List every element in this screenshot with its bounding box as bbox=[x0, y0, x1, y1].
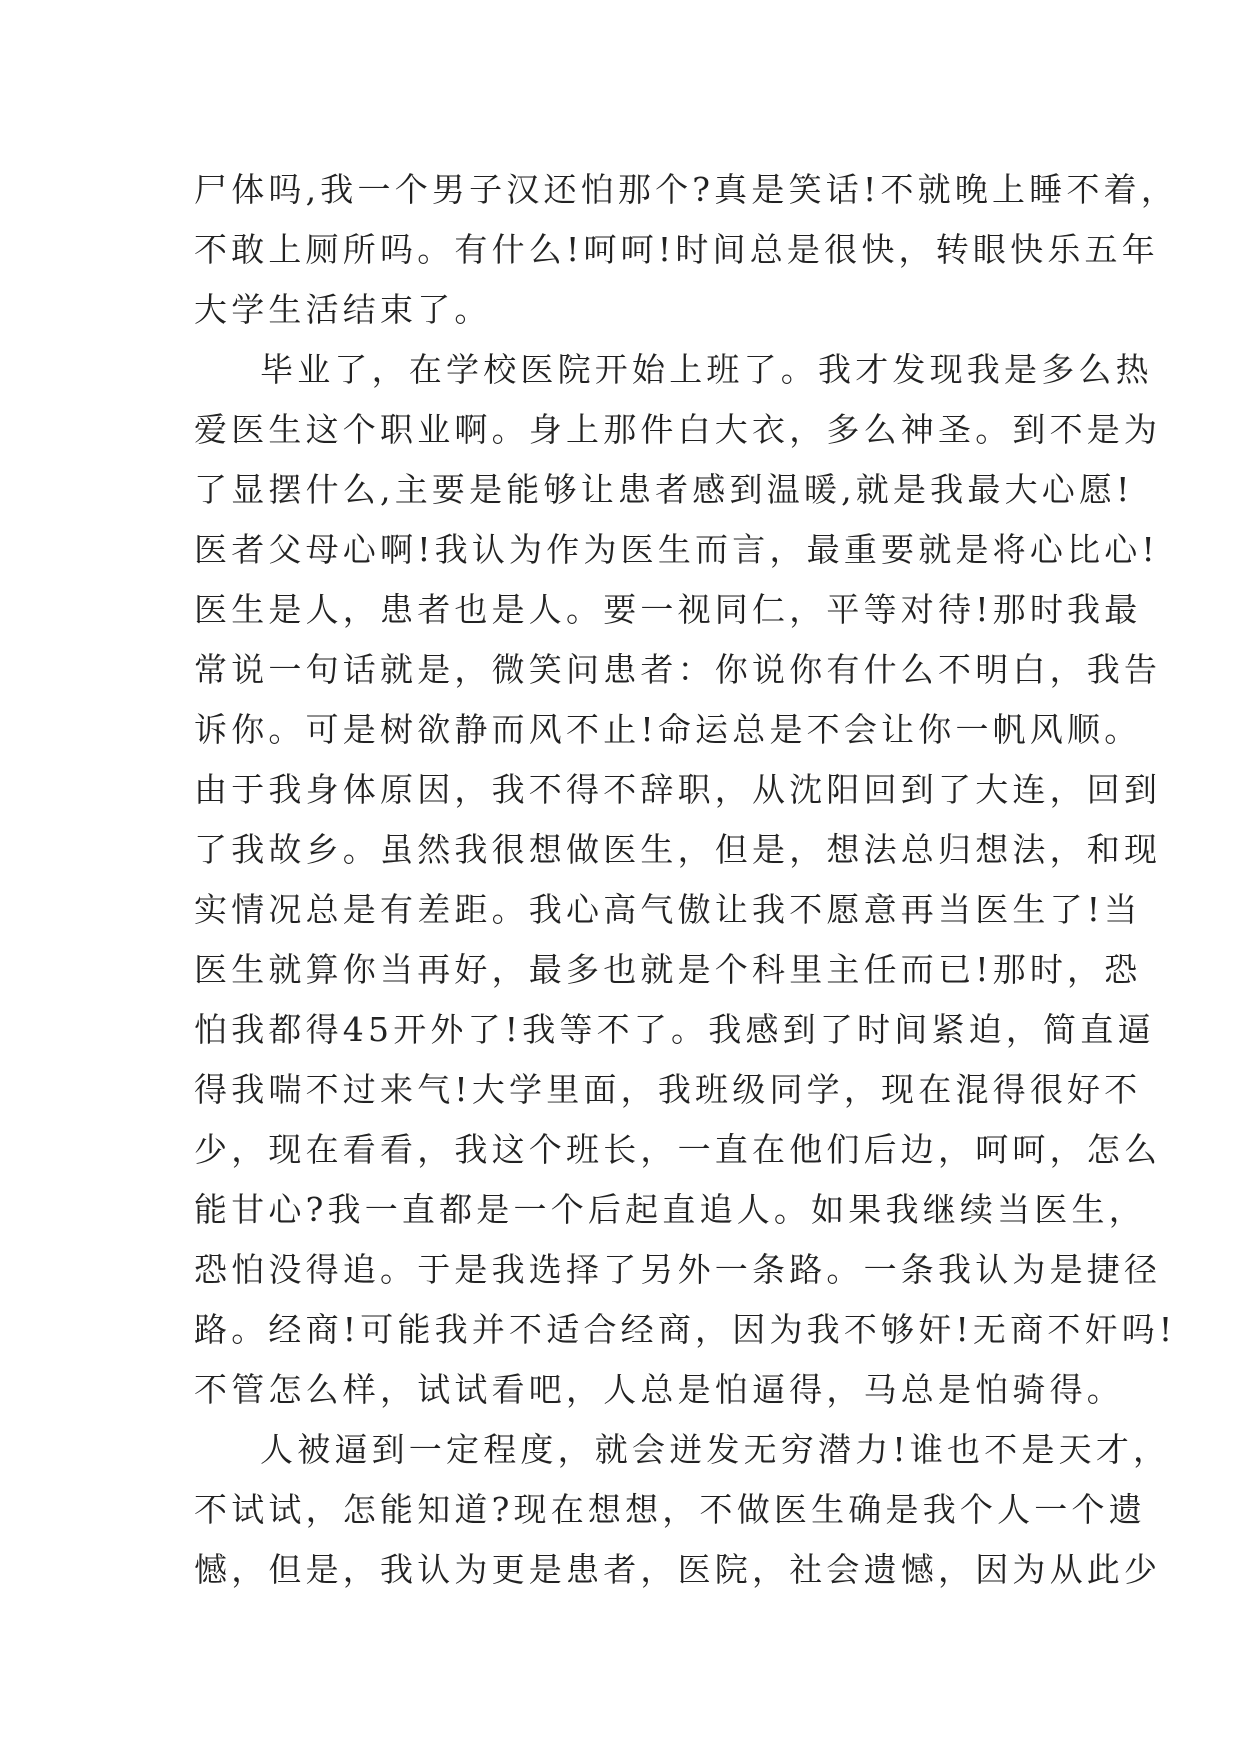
text-line: 人被逼到一定程度，就会迸发无穷潜力!谁也不是天才， bbox=[260, 1430, 1171, 1469]
text-line: 大学生活结束了。 bbox=[194, 290, 492, 329]
text-line: 不管怎么样，试试看吧，人总是怕逼得，马总是怕骑得。 bbox=[194, 1370, 1124, 1409]
text-line: 医生就算你当再好，最多也就是个科里主任而已!那时，恐 bbox=[194, 950, 1142, 989]
text-line: 不试试，怎能知道?现在想想，不做医生确是我个人一个遗 bbox=[194, 1490, 1146, 1529]
text-line: 医生是人，患者也是人。要一视同仁，平等对待!那时我最 bbox=[194, 590, 1142, 629]
body-text bbox=[194, 160, 1179, 1600]
text-line: 不敢上厕所吗。有什么!呵呵!时间总是很快，转眼快乐五年 bbox=[194, 230, 1159, 269]
text-line: 路。经商!可能我并不适合经商，因为我不够奸!无商不奸吗! bbox=[194, 1310, 1177, 1349]
text-line: 能甘心?我一直都是一个后起直追人。如果我继续当医生， bbox=[194, 1190, 1146, 1229]
text-line: 诉你。可是树欲静而风不止!命运总是不会让你一帆风顺。 bbox=[194, 710, 1142, 749]
text-line: 恐怕没得追。于是我选择了另外一条路。一条我认为是捷径 bbox=[194, 1250, 1162, 1289]
text-line: 常说一句话就是，微笑问患者：你说你有什么不明白，我告 bbox=[194, 650, 1162, 689]
text-line: 尸体吗,我一个男子汉还怕那个?真是笑话!不就晚上睡不着， bbox=[194, 170, 1179, 209]
text-line: 由于我身体原因，我不得不辞职，从沈阳回到了大连，回到 bbox=[194, 770, 1162, 809]
text-line: 憾，但是，我认为更是患者，医院，社会遗憾，因为从此少 bbox=[194, 1550, 1162, 1589]
text-line: 了我故乡。虽然我很想做医生，但是，想法总归想法，和现 bbox=[194, 830, 1162, 869]
text-line: 了显摆什么,主要是能够让患者感到温暖,就是我最大心愿! bbox=[194, 470, 1134, 509]
text-line: 实情况总是有差距。我心高气傲让我不愿意再当医生了!当 bbox=[194, 890, 1142, 929]
text-line: 得我喘不过来气!大学里面，我班级同学，现在混得很好不 bbox=[194, 1070, 1142, 1109]
text-line: 怕我都得45开外了!我等不了。我感到了时间紧迫，简直逼 bbox=[194, 1010, 1155, 1049]
text-line: 毕业了，在学校医院开始上班了。我才发现我是多么热 bbox=[260, 350, 1153, 389]
text-line: 医者父母心啊!我认为作为医生而言，最重要就是将心比心! bbox=[194, 530, 1159, 569]
text-line: 少，现在看看，我这个班长，一直在他们后边，呵呵，怎么 bbox=[194, 1130, 1162, 1169]
text-line: 爱医生这个职业啊。身上那件白大衣，多么神圣。到不是为 bbox=[194, 410, 1162, 449]
